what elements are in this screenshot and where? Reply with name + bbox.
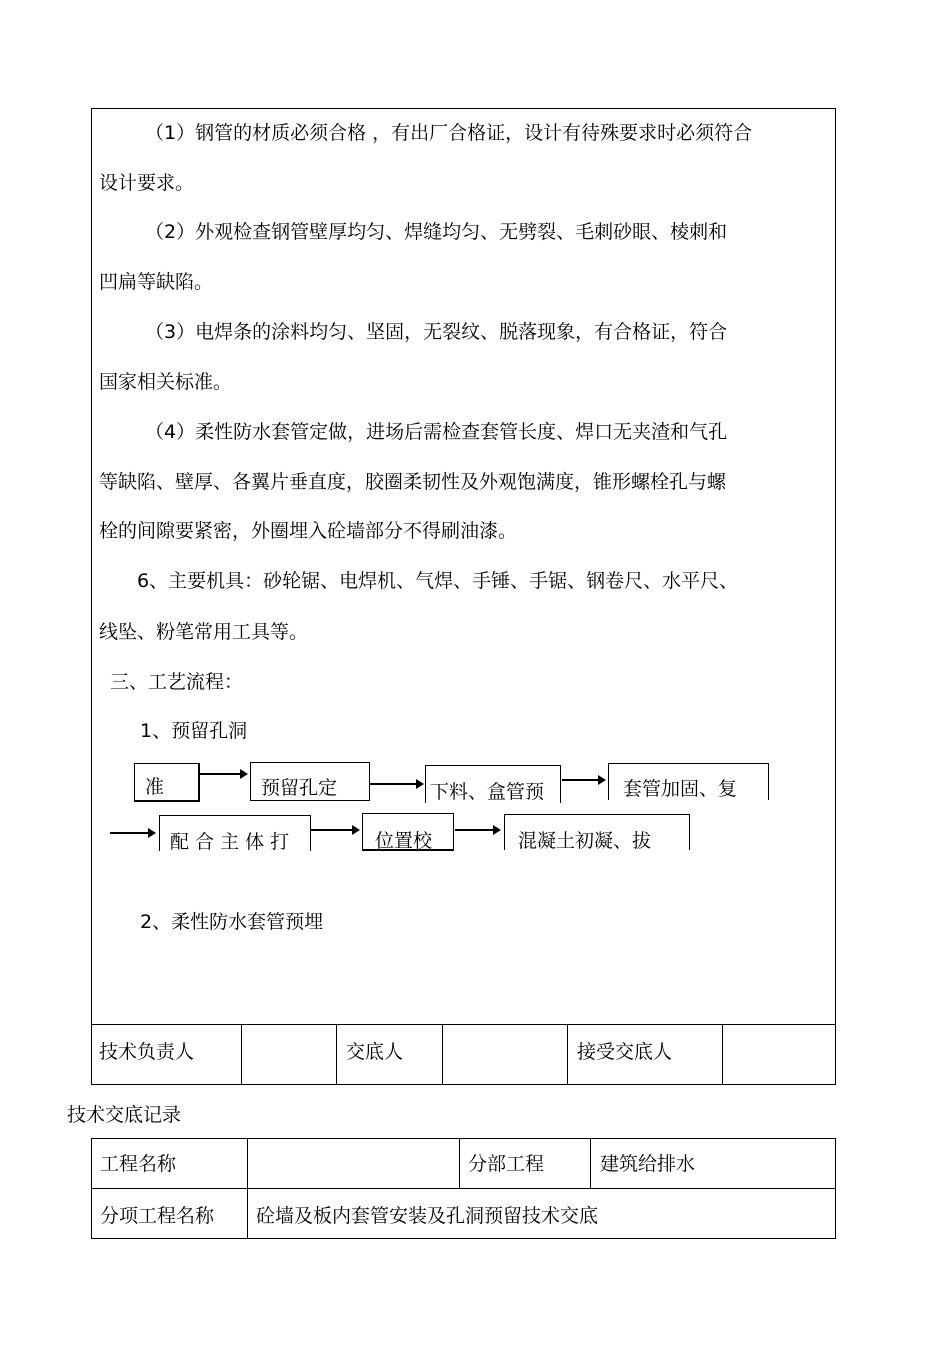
flow-arrow-1 bbox=[200, 773, 246, 775]
paragraph-1-line-1: （1）钢管的材质必须合格 ，有出厂合格证，设计有待殊要求时必须符合 bbox=[145, 122, 753, 144]
record-col-divider-2 bbox=[459, 1138, 460, 1189]
paragraph-4-line-2: 等缺陷、壁厚、各翼片垂直度，胶圈柔韧性及外观饱满度，锥形螺栓孔与螺 bbox=[99, 471, 727, 493]
record-col-divider-3 bbox=[590, 1138, 591, 1189]
division-label: 分部工程 bbox=[468, 1153, 545, 1175]
flow-box-5: 配 合 主 体 打 bbox=[159, 815, 311, 851]
record-heading: 技术交底记录 bbox=[67, 1104, 182, 1126]
flow-box-1: 准 bbox=[134, 763, 200, 802]
tech-lead-label: 技术负责人 bbox=[99, 1041, 195, 1063]
signature-col-divider-4 bbox=[567, 1024, 568, 1085]
flow-arrow-6 bbox=[455, 829, 499, 831]
paragraph-4-line-1: （4）柔性防水套管定做，进场后需检查套管长度、焊口无夹渣和气孔 bbox=[145, 421, 728, 443]
signature-col-divider-3 bbox=[442, 1024, 443, 1085]
flow-arrow-3 bbox=[562, 779, 604, 781]
paragraph-4-line-3: 栓的间隙要紧密，外圈埋入砼墙部分不得刷油漆。 bbox=[99, 520, 518, 542]
discloser-label: 交底人 bbox=[346, 1041, 404, 1063]
paragraph-6-line-1: 6、主要机具：砂轮锯、电焊机、气焊、手锤、手锯、钢卷尺、水平尺、 bbox=[137, 570, 739, 592]
record-row-divider bbox=[91, 1188, 836, 1189]
record-col-divider-1 bbox=[247, 1138, 248, 1239]
subsection-1-heading: 1、预留孔洞 bbox=[140, 720, 248, 742]
paragraph-3-line-1: （3）电焊条的涂料均匀、坚固，无裂纹、脱落现象，有合格证，符合 bbox=[145, 321, 728, 343]
project-name-label: 工程名称 bbox=[100, 1153, 177, 1175]
flow-arrow-5 bbox=[311, 829, 358, 831]
flow-arrow-2 bbox=[370, 783, 422, 785]
signature-col-divider-1 bbox=[241, 1024, 242, 1085]
signature-row-divider bbox=[91, 1024, 836, 1025]
signature-col-divider-2 bbox=[336, 1024, 337, 1085]
flow-box-6: 位置校 bbox=[362, 813, 454, 851]
flow-box-4: 套管加固、复 bbox=[608, 763, 769, 800]
disclosure-content-box bbox=[91, 108, 836, 1085]
subitem-value: 砼墙及板内套管安装及孔洞预留技术交底 bbox=[256, 1205, 599, 1227]
subitem-label: 分项工程名称 bbox=[100, 1205, 215, 1227]
subsection-2-heading: 2、柔性防水套管预埋 bbox=[140, 911, 324, 933]
paragraph-6-line-2: 线坠、粉笔常用工具等。 bbox=[99, 621, 309, 643]
paragraph-3-line-2: 国家相关标准。 bbox=[99, 371, 233, 393]
flow-box-7: 混凝土初凝、拔 bbox=[504, 814, 690, 850]
flow-box-2: 预留孔定 bbox=[250, 762, 370, 801]
signature-col-divider-5 bbox=[722, 1024, 723, 1085]
flow-box-3: 下料、盒管预 bbox=[425, 765, 561, 803]
paragraph-1-line-2: 设计要求。 bbox=[99, 172, 195, 194]
receiver-label: 接受交底人 bbox=[577, 1041, 673, 1063]
flow-arrow-4 bbox=[110, 832, 154, 834]
paragraph-2-line-1: （2）外观检查钢管壁厚均匀、焊缝均匀、无劈裂、毛刺砂眼、棱刺和 bbox=[145, 221, 728, 243]
section-3-heading: 三、工艺流程： bbox=[110, 671, 244, 693]
paragraph-2-line-2: 凹扁等缺陷。 bbox=[99, 271, 214, 293]
division-value: 建筑给排水 bbox=[600, 1153, 696, 1175]
